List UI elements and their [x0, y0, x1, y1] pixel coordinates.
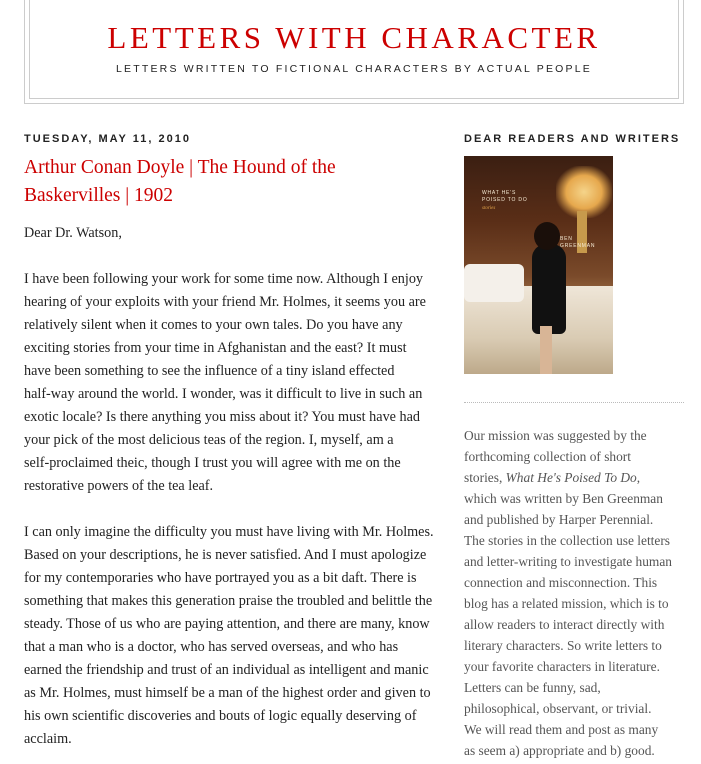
post-line: exotic locale? Is there anything you miss about it? You must have had: [24, 409, 420, 425]
book-cover-image[interactable]: [464, 156, 613, 374]
mission-line: philosophical, observant, or trivial.: [464, 701, 652, 716]
post-line: that a man who is a doctor, who has served overseas, and who has: [24, 639, 399, 655]
post-body: [24, 222, 444, 751]
book-title-line-2: POISED TO DO: [482, 197, 528, 203]
post-line: for my contemporaries who have portrayed you as a bit daft. There is: [24, 570, 417, 586]
post-line: your pick of the most delicious teas of the region. I, myself, am a: [24, 432, 394, 448]
post-line: his own scientific discoveries and bouts of logic equally deserving of: [24, 708, 417, 724]
mission-book-title: What He's Poised To Do: [505, 470, 637, 485]
mission-line: [464, 467, 684, 488]
book-author-line-2: GREENMAN: [560, 243, 596, 249]
mission-line: and letter-writing to investigate human: [464, 554, 672, 569]
post-line: as Mr. Holmes, must himself be a man of the highest order and given to: [24, 685, 431, 701]
mission-line: forthcoming collection of short: [464, 449, 631, 464]
mission-line: Letters can be funny, sad,: [464, 680, 601, 695]
woman-leg: [540, 326, 552, 374]
sidebar: [464, 124, 684, 761]
post-paragraph-1: [24, 268, 444, 498]
post-title[interactable]: [24, 154, 444, 210]
post-line: I have been following your work for some time now. Although I enjoy: [24, 271, 424, 287]
main-column: [24, 124, 444, 764]
mission-line: blog has a related mission, which is to: [464, 596, 669, 611]
book-cover-author: [560, 236, 595, 250]
blog-header-inner: [29, 0, 679, 99]
mission-line: The stories in the collection use letters: [464, 533, 671, 548]
pillow: [464, 264, 524, 302]
sidebar-heading: DEAR READERS AND WRITERS: [464, 133, 681, 145]
mission-line-prefix: stories,: [464, 470, 506, 485]
mission-text: [464, 425, 684, 761]
woman-head: [534, 222, 560, 250]
post-line: hearing of your exploits with your friend Mr. Holmes, it seems you are: [24, 294, 426, 310]
post-line: half-way around the world. I wonder, was it difficult to live in such an: [24, 386, 423, 402]
mission-line: Our mission was suggested by the: [464, 428, 647, 443]
post-line: have been something to see the influence of a tiny island effected: [24, 363, 395, 379]
post-line: restorative powers of the tea leaf.: [24, 478, 214, 494]
post-line: exciting stories from your time in Afghanistan and the east? It must: [24, 340, 407, 356]
post-line: earned the friendship and trust of an individual as intelligent and manic: [24, 662, 429, 678]
book-title-line-1: WHAT HE'S: [482, 190, 517, 196]
mission-line: and published by Harper Perennial.: [464, 512, 654, 527]
mission-book-suffix: ,: [636, 470, 641, 485]
seated-woman-figure: [532, 244, 566, 334]
post-title-line-2[interactable]: Baskervilles | 1902: [24, 185, 174, 206]
mission-line: We will read them and post as many: [464, 722, 659, 737]
book-cover-subtitle: stories: [482, 206, 496, 211]
book-author-line-1: BEN: [560, 236, 573, 242]
post-paragraph-2: [24, 521, 444, 751]
sidebar-divider: [464, 402, 684, 403]
mission-line: literary characters. So write letters to: [464, 638, 662, 653]
post-greeting: Dear Dr. Watson,: [24, 225, 122, 241]
post-line: I can only imagine the difficulty you must have living with Mr. Holmes.: [24, 524, 434, 540]
post-line: self-proclaimed theic, though I trust you will agree with me on the: [24, 455, 401, 471]
post-line: relatively silent when it comes to your own tales. Do you have any: [24, 317, 403, 333]
post-date: TUESDAY, MAY 11, 2010: [24, 133, 191, 145]
mission-line: which was written by Ben Greenman: [464, 491, 663, 506]
blog-description: LETTERS WRITTEN TO FICTIONAL CHARACTERS BY ACTUAL PEOPLE: [116, 63, 592, 75]
post-line: something that makes this generation praise the troubled and belittle the: [24, 593, 433, 609]
mission-line: your favorite characters in literature.: [464, 659, 660, 674]
blog-header: [24, 0, 684, 104]
mission-line: allow readers to interact directly with: [464, 617, 665, 632]
mission-line: connection and misconnection. This: [464, 575, 658, 590]
mission-line: as seem a) appropriate and b) good.: [464, 743, 655, 758]
blog-title[interactable]: LETTERS WITH CHARACTER: [107, 20, 601, 55]
post-line: Based on your descriptions, he is never satisfied. And I must apologize: [24, 547, 427, 563]
post-line: steady. Those of us who are paying attention, and there are many, know: [24, 616, 430, 632]
post-title-line-1[interactable]: Arthur Conan Doyle | The Hound of the: [24, 157, 336, 178]
book-cover-title: [482, 190, 528, 204]
post-line: acclaim.: [24, 731, 72, 747]
